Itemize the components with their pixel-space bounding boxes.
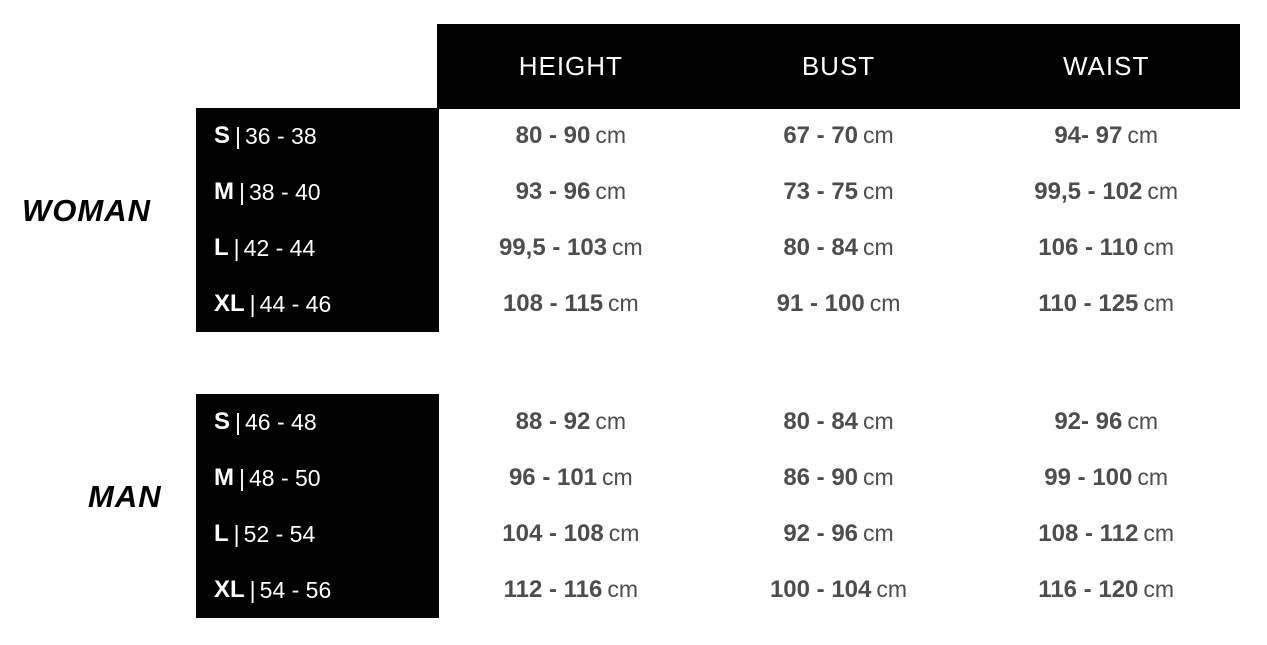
size-separator: | — [239, 178, 245, 205]
size-label: S — [214, 122, 231, 149]
height-value: 96 - 101 — [508, 464, 598, 491]
size-cell — [214, 450, 321, 506]
waist-value: 108 - 112 — [1038, 520, 1139, 547]
height-unit: cm — [595, 178, 627, 204]
bust-value: 80 - 84 — [783, 408, 859, 435]
size-separator: | — [233, 520, 240, 547]
height-unit: cm — [607, 576, 639, 602]
height-value: 104 - 108 — [502, 520, 604, 547]
bust-cell — [705, 122, 973, 150]
size-range: 36 - 38 — [245, 122, 317, 149]
column-header-bust: BUST — [801, 51, 876, 81]
size-cell — [214, 394, 317, 450]
size-separator: | — [235, 122, 241, 149]
size-cell — [214, 562, 331, 618]
woman-group — [0, 108, 1267, 332]
measure-group — [437, 506, 1240, 562]
waist-unit: cm — [1143, 290, 1175, 316]
waist-value: 106 - 110 — [1038, 234, 1139, 261]
size-range: 54 - 56 — [259, 576, 332, 603]
size-cell — [214, 220, 315, 276]
bust-cell — [705, 290, 973, 318]
bust-value: 91 - 100 — [776, 290, 865, 317]
table-row — [0, 108, 1267, 164]
waist-cell — [972, 520, 1240, 548]
table-row — [0, 562, 1267, 618]
height-cell — [437, 408, 705, 436]
bust-value: 80 - 84 — [783, 234, 859, 261]
bust-value: 73 - 75 — [783, 178, 859, 205]
measure-group — [437, 276, 1240, 332]
height-unit: cm — [595, 122, 627, 148]
waist-unit: cm — [1143, 234, 1175, 260]
bust-cell — [705, 576, 973, 604]
bust-unit: cm — [863, 408, 894, 434]
size-label: M — [214, 178, 234, 205]
bust-cell — [705, 464, 973, 492]
size-label: L — [214, 520, 229, 547]
size-label: XL — [214, 576, 245, 603]
height-cell — [437, 576, 705, 604]
bust-unit: cm — [863, 520, 894, 546]
size-range: 44 - 46 — [259, 290, 332, 317]
height-unit: cm — [608, 520, 640, 546]
measure-group — [437, 562, 1240, 618]
bust-unit: cm — [863, 178, 894, 204]
height-value: 88 - 92 — [515, 408, 591, 435]
waist-cell — [972, 576, 1240, 604]
group-label-man: MAN — [88, 479, 162, 514]
waist-unit: cm — [1147, 178, 1179, 204]
waist-unit: cm — [1143, 520, 1175, 546]
table-row — [0, 164, 1267, 220]
column-header-height: HEIGHT — [518, 51, 623, 81]
height-unit: cm — [602, 464, 633, 490]
waist-cell — [972, 234, 1240, 262]
size-separator: | — [235, 408, 241, 435]
table-row — [0, 220, 1267, 276]
bust-value: 92 - 96 — [783, 520, 859, 547]
bust-unit: cm — [863, 464, 894, 490]
size-label: S — [214, 408, 231, 435]
waist-value: 94- 97 — [1054, 122, 1123, 149]
size-label: L — [214, 234, 229, 261]
size-range: 46 - 48 — [245, 408, 317, 435]
bust-unit: cm — [876, 576, 908, 602]
height-value: 80 - 90 — [515, 122, 591, 149]
height-value: 99,5 - 103 — [498, 234, 608, 261]
measure-group — [437, 108, 1240, 164]
waist-cell — [972, 178, 1240, 206]
bust-value: 100 - 104 — [769, 576, 872, 603]
table-row — [0, 506, 1267, 562]
measure-group — [437, 450, 1240, 506]
waist-unit: cm — [1127, 408, 1159, 434]
size-label: M — [214, 464, 234, 491]
height-value: 93 - 96 — [515, 178, 591, 205]
height-cell — [437, 234, 705, 262]
waist-value: 116 - 120 — [1038, 576, 1139, 603]
measure-group — [437, 220, 1240, 276]
size-separator: | — [249, 576, 256, 603]
size-range: 42 - 44 — [243, 234, 316, 261]
waist-cell — [972, 408, 1240, 436]
waist-value: 92- 96 — [1054, 408, 1123, 435]
height-cell — [437, 290, 705, 318]
height-value: 112 - 116 — [503, 576, 603, 603]
man-group — [0, 394, 1267, 618]
size-separator: | — [249, 290, 256, 317]
size-range: 52 - 54 — [243, 520, 316, 547]
waist-cell — [972, 464, 1240, 492]
table-row — [0, 450, 1267, 506]
size-separator: | — [233, 234, 240, 261]
size-cell — [214, 506, 315, 562]
size-cell — [214, 108, 317, 164]
size-range: 38 - 40 — [248, 178, 321, 205]
height-unit: cm — [608, 290, 639, 316]
waist-unit: cm — [1143, 576, 1175, 602]
size-separator: | — [239, 464, 245, 491]
bust-unit: cm — [869, 290, 901, 316]
height-value: 108 - 115 — [502, 290, 604, 317]
waist-unit: cm — [1137, 464, 1169, 490]
waist-value: 99,5 - 102 — [1034, 178, 1143, 205]
size-cell — [214, 276, 331, 332]
bust-value: 67 - 70 — [783, 122, 859, 149]
bust-value: 86 - 90 — [783, 464, 859, 491]
size-cell — [214, 164, 321, 220]
bust-cell — [705, 520, 973, 548]
bust-cell — [705, 234, 973, 262]
column-header-waist: WAIST — [1062, 51, 1150, 81]
size-range: 48 - 50 — [248, 464, 321, 491]
waist-cell — [972, 290, 1240, 318]
table-header — [437, 24, 1240, 109]
group-label-woman: WOMAN — [22, 193, 151, 228]
bust-cell — [705, 178, 973, 206]
bust-cell — [705, 408, 973, 436]
height-cell — [437, 178, 705, 206]
table-row — [0, 276, 1267, 332]
height-unit: cm — [595, 408, 627, 434]
height-unit: cm — [612, 234, 643, 260]
bust-unit: cm — [863, 122, 894, 148]
waist-unit: cm — [1127, 122, 1159, 148]
waist-value: 110 - 125 — [1038, 290, 1139, 317]
waist-value: 99 - 100 — [1044, 464, 1133, 491]
height-cell — [437, 122, 705, 150]
height-cell — [437, 520, 705, 548]
bust-unit: cm — [863, 234, 894, 260]
waist-cell — [972, 122, 1240, 150]
size-label: XL — [214, 290, 245, 317]
height-cell — [437, 464, 705, 492]
measure-group — [437, 164, 1240, 220]
measure-group — [437, 394, 1240, 450]
table-row — [0, 394, 1267, 450]
